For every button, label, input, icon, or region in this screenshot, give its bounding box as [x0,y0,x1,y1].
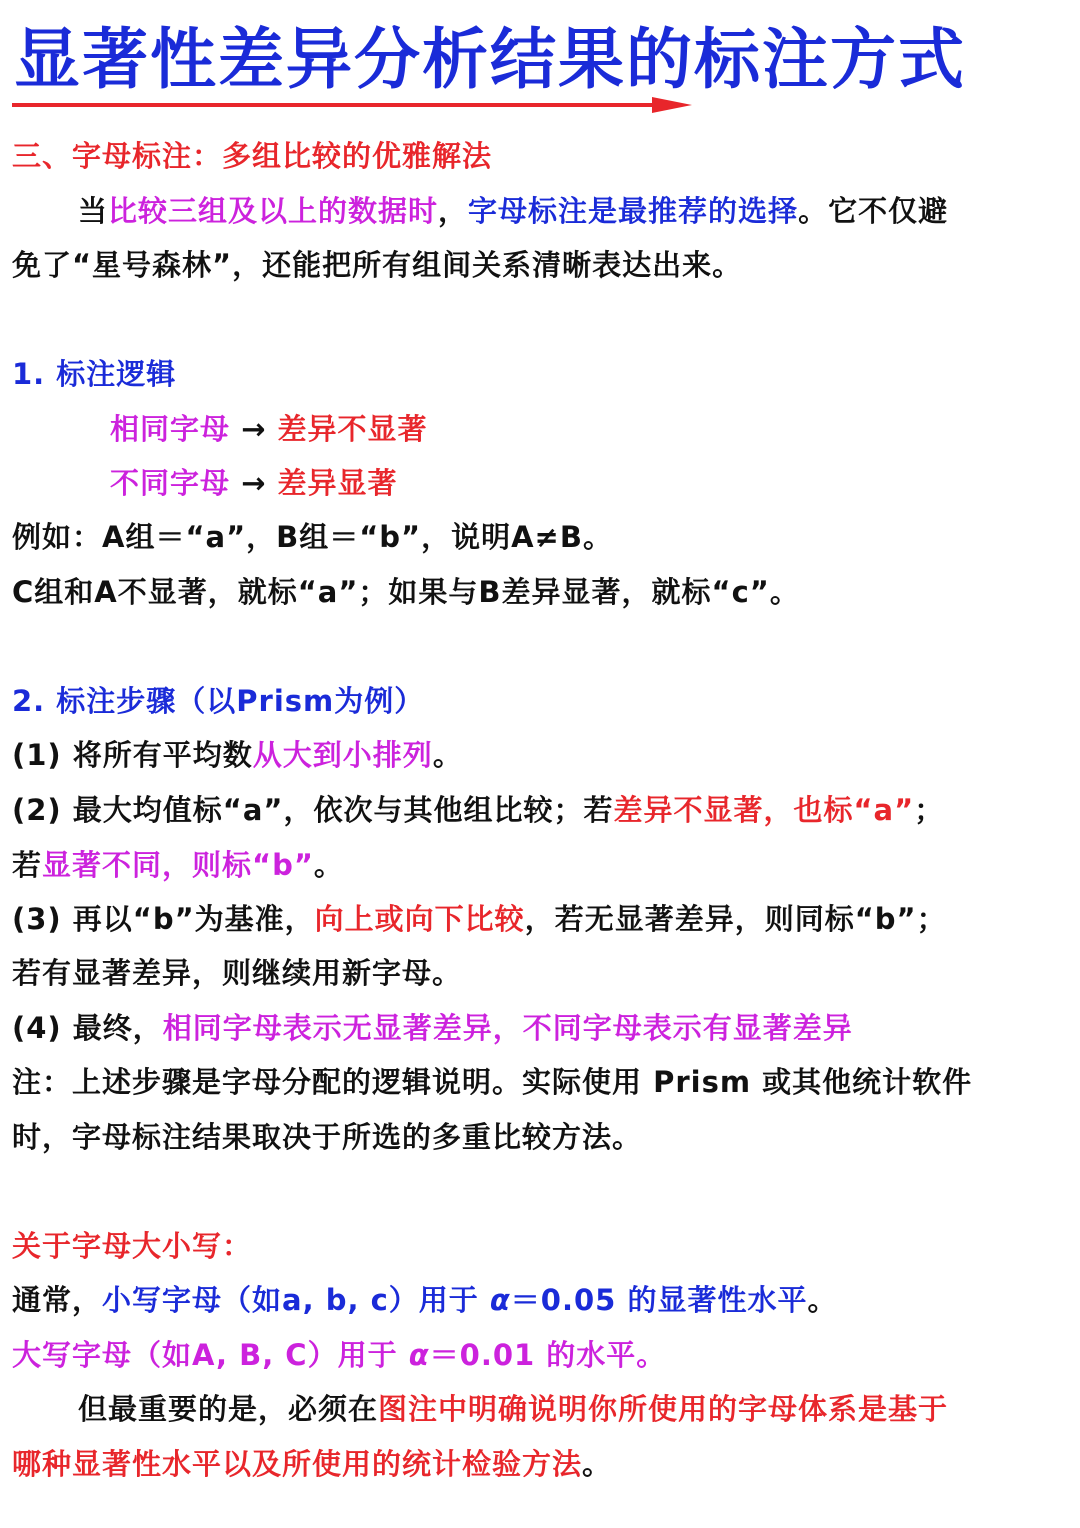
case-lowercase-line [12,1280,1068,1320]
rule-right: 差异显著 [277,466,398,500]
step-text: (4) 最终， [12,1011,163,1045]
title-underline-arrow-icon [12,97,692,113]
section3-heading: 三、字母标注：多组比较的优雅解法 [12,139,493,173]
rule-left: 相同字母 [110,412,231,446]
note-line-1: 注：上述步骤是字母分配的逻辑说明。实际使用 Prism 或其他统计软件 [12,1065,973,1099]
right-arrow-icon: → [241,466,267,500]
step-text: (3) 再以“b”为基准， [12,902,315,936]
case-text: 通常， [12,1283,103,1317]
step-2 [12,790,1068,830]
case-important-line2 [12,1444,1068,1484]
intro-text: 。它不仅避 [798,194,949,228]
step-4 [12,1008,1068,1048]
case-text: 。 [807,1283,838,1317]
logic-example-2: C组和A不显著，就标“a”；如果与B差异显著，就标“c”。 [12,575,800,609]
case-uppercase-line [12,1335,1068,1375]
step-text: ，若无显著差异，则同标“b”； [524,902,947,936]
logic-rule-different [110,463,1068,503]
case-highlight: ＝0.05 的显著性水平 [510,1283,808,1317]
logic-rule-same [110,409,1068,449]
logic-example-1: 例如：A组＝“a”，B组＝“b”，说明A≠B。 [12,520,613,554]
step-text: 若 [12,848,43,882]
step-text: 。 [313,848,344,882]
step-highlight: 相同字母表示无显著差异，不同字母表示有显著差异 [162,1011,853,1045]
intro-text: ， [438,194,469,228]
rule-right: 差异不显著 [277,412,428,446]
step-3 [12,899,1068,939]
section3-intro-line1 [12,191,1068,231]
step-2-continued [12,845,1068,885]
step-highlight: 差异不显著，也标“a” [613,793,915,827]
case-text: 但最重要的是，必须在 [78,1392,379,1426]
logic-heading: 1. 标注逻辑 [12,357,177,391]
case-highlight: ＝0.01 的水平。 [429,1338,667,1372]
section3-intro-line2: 免了“星号森林”，还能把所有组间关系清晰表达出来。 [12,248,743,282]
intro-highlight-recommended: 字母标注是最推荐的选择 [468,194,799,228]
step-highlight: 向上或向下比较 [314,902,525,936]
page-title: 显著性差异分析结果的标注方式 [14,21,966,98]
case-heading: 关于字母大小写： [12,1229,253,1263]
intro-highlight-three-groups: 比较三组及以上的数据时 [108,194,439,228]
right-arrow-icon: → [241,412,267,446]
alpha-symbol: α [489,1283,511,1317]
step-text: (2) 最大均值标“a”，依次与其他组比较；若 [12,793,614,827]
alpha-symbol: α [408,1338,430,1372]
case-text: 。 [582,1447,613,1481]
step-1 [12,735,1068,775]
case-highlight: 哪种显著性水平以及所使用的统计检验方法 [12,1447,583,1481]
case-important-line1 [12,1389,1068,1429]
case-highlight: 图注中明确说明你所使用的字母体系是基于 [378,1392,949,1426]
step-text: 。 [432,738,463,772]
note-line-2: 时，字母标注结果取决于所选的多重比较方法。 [12,1120,643,1154]
step-highlight: 从大到小排列 [252,738,433,772]
step-text: ； [914,793,945,827]
step-highlight: 显著不同，则标“b” [42,848,314,882]
step-3-continued: 若有显著差异，则继续用新字母。 [12,956,463,990]
case-highlight: 大写字母（如A, B, C）用于 [12,1338,409,1372]
rule-left: 不同字母 [110,466,231,500]
case-highlight: 小写字母（如a, b, c）用于 [102,1283,490,1317]
steps-heading: 2. 标注步骤（以Prism为例） [12,684,425,718]
step-text: (1) 将所有平均数 [12,738,253,772]
intro-text: 当 [78,194,109,228]
